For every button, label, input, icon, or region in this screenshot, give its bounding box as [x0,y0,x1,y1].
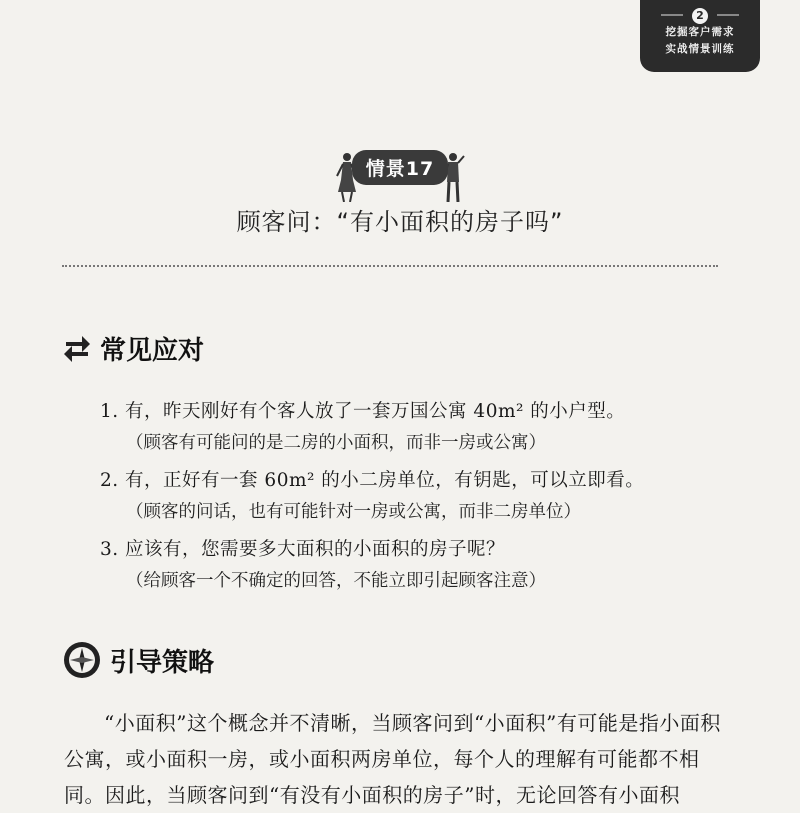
strategy-paragraph: “小面积”这个概念并不清晰，当顾客问到“小面积”有可能是指小面积公寓，或小面积一房，或小面积两房单位，每个人的理解有可能都不相同。因此，当顾客问到“有没有小面积的房子”时，无论回答有小面积 [64,711,721,807]
list-item [100,533,740,596]
chapter-title-line1: 挖掘客户需求 [665,26,735,38]
dotted-divider [62,265,718,267]
item-text: 应该有，您需要多大面积的小面积的房子呢？ [125,539,506,560]
section-heading-label: 引导策略 [110,647,215,678]
tab-divider [717,14,739,16]
item-note: （顾客的问话，也有可能针对一房或公寓，而非二房单位） [126,502,581,522]
compass-icon [62,640,102,680]
list-item [100,464,740,527]
item-number: 2. [100,470,119,491]
section-heading-guidance-strategy [62,640,214,680]
section-heading-common-responses [62,330,204,367]
scene-title: 顾客问：“有小面积的房子吗” [236,208,564,236]
scene-badge: 情景17 [352,150,448,185]
response-list [100,395,740,602]
item-note: （顾客有可能问的是二房的小面积，而非一房或公寓） [126,433,546,453]
item-note: （给顾客一个不确定的回答，不能立即引起顾客注意） [126,571,546,591]
swap-arrows-icon [62,335,92,363]
chapter-title-line2: 实战情景训练 [665,43,735,55]
scene-header [0,150,800,185]
section-heading-label: 常见应对 [100,336,205,366]
list-item [100,395,740,458]
item-number: 3. [100,539,119,560]
item-number: 1. [100,401,119,422]
item-text: 有，昨天刚好有个客人放了一套万国公寓 40m² 的小户型。 [125,401,626,422]
chapter-corner-tab [640,0,760,72]
tab-divider [661,14,683,16]
item-text: 有，正好有一套 60m² 的小二房单位，有钥匙，可以立即看。 [125,470,645,491]
chapter-number: 2 [692,8,708,24]
